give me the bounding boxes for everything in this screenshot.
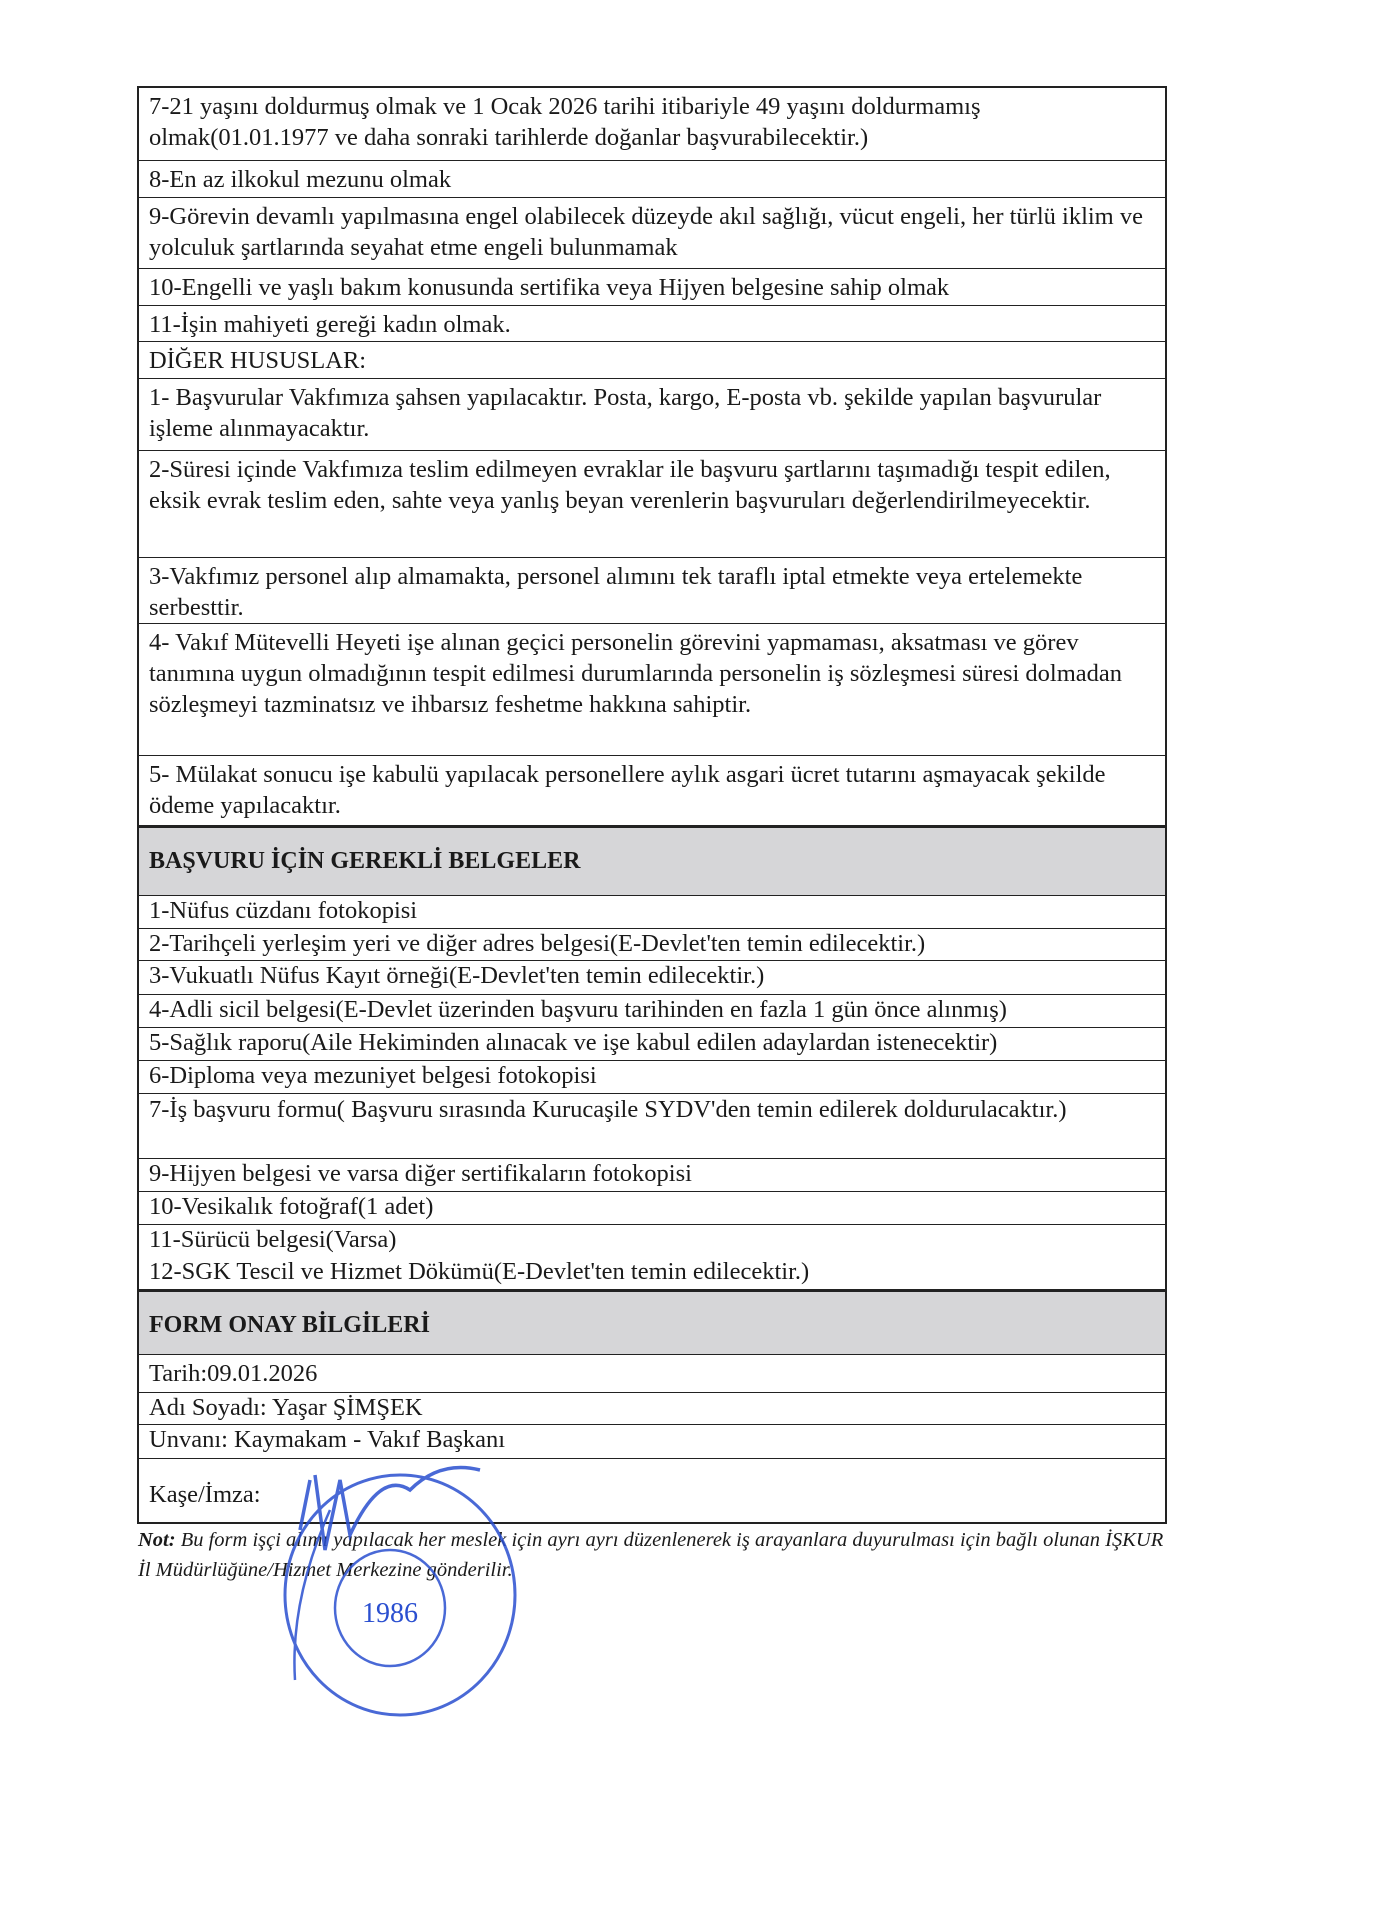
approval-section-header: FORM ONAY BİLGİLERİ (139, 1290, 1165, 1355)
approval-stamp-signature: Kaşe/İmza: (139, 1459, 1165, 1524)
document-row: 12-SGK Tescil ve Hizmet Dökümü(E-Devlet'ten temin edilecektir.) (139, 1257, 1165, 1290)
requirement-row: 9-Görevin devamlı yapılmasına engel olabilecek düzeyde akıl sağlığı, vücut engeli, her türlü iklim ve yolculuk şartlarında seyahat etme engeli bulunmamak (139, 198, 1165, 269)
document-row: 1-Nüfus cüzdanı fotokopisi (139, 896, 1165, 929)
approval-title: Unvanı: Kaymakam - Vakıf Başkanı (139, 1425, 1165, 1459)
other-item-row: 2-Süresi içinde Vakfımıza teslim edilmeyen evraklar ile başvuru şartlarını taşımadığı tespit edilen, eksik evrak teslim eden, sahte veya yanlış beyan verenlerin başvuruları değerlendirilmeyecektir. (139, 451, 1165, 558)
requirement-row: 10-Engelli ve yaşlı bakım konusunda sertifika veya Hijyen belgesine sahip olmak (139, 269, 1165, 306)
document-row: 9-Hijyen belgesi ve varsa diğer sertifikaların fotokopisi (139, 1159, 1165, 1192)
approval-date: Tarih:09.01.2026 (139, 1355, 1165, 1393)
signature-mark (300, 1468, 480, 1551)
requirement-row: 11-İşin mahiyeti gereği kadın olmak. (139, 306, 1165, 342)
documents-section-header: BAŞVURU İÇİN GEREKLİ BELGELER (139, 826, 1165, 896)
document-row: 2-Tarihçeli yerleşim yeri ve diğer adres belgesi(E-Devlet'ten temin edilecektir.) (139, 929, 1165, 961)
document-row: 7-İş başvuru formu( Başvuru sırasında Kurucaşile SYDV'den temin edilerek doldurulacaktır.) (139, 1094, 1165, 1159)
note-text: Bu form işçi alımı yapılacak her meslek için ayrı ayrı düzenlenerek iş arayanlara duyurulması için bağlı olunan İŞKUR İl Müdürlüğüne/Hizmet Merkezine gönderilir. (138, 1529, 1164, 1581)
document-row: 11-Sürücü belgesi(Varsa) (149, 1226, 397, 1253)
document-row: 3-Vukuatlı Nüfus Kayıt örneği(E-Devlet'ten temin edilecektir.) (139, 961, 1165, 995)
approval-name: Adı Soyadı: Yaşar ŞİMŞEK (139, 1393, 1165, 1425)
document-row: 6-Diploma veya mezuniyet belgesi fotokopisi (139, 1061, 1165, 1094)
foundation-stamp-and-signature (270, 1450, 540, 1730)
note-label: Not: (138, 1529, 176, 1551)
document-row: 10-Vesikalık fotoğraf(1 adet) (139, 1192, 1165, 1225)
other-item-row: 5- Mülakat sonucu işe kabulü yapılacak personellere aylık asgari ücret tutarını aşmayacak şekilde ödeme yapılacaktır. (139, 756, 1165, 826)
requirement-row: 7-21 yaşını doldurmuş olmak ve 1 Ocak 2026 tarihi itibariyle 49 yaşını doldurmamış olmak(01.01.1977 ve daha sonraki tarihlerde doğanlar başvurabilecektir.) (139, 88, 1165, 161)
other-item-row: 3-Vakfımız personel alıp almamakta, personel alımını tek taraflı iptal etmekte veya ertelemekte serbesttir. (139, 558, 1165, 624)
other-item-row: 1- Başvurular Vakfımıza şahsen yapılacaktır. Posta, kargo, E-posta vb. şekilde yapılan başvurular işleme alınmayacaktır. (139, 379, 1165, 451)
other-section-title: DİĞER HUSUSLAR: (139, 342, 1165, 379)
stamp-year: 1986 (362, 1598, 418, 1629)
document-row: 4-Adli sicil belgesi(E-Devlet üzerinden başvuru tarihinden en fazla 1 gün önce alınmış) (139, 995, 1165, 1028)
document-row: 5-Sağlık raporu(Aile Hekiminden alınacak ve işe kabul edilen adaylardan istenecektir) (139, 1028, 1165, 1061)
requirement-row: 8-En az ilkokul mezunu olmak (139, 161, 1165, 198)
application-form-table (137, 86, 1167, 1524)
other-item-row: 4- Vakıf Mütevelli Heyeti işe alınan geçici personelin görevini yapmaması, aksatması ve görev tanımına uygun olmadığının tespit edilmesi durumlarında personelin iş sözleşmesi süresi dolmadan sözleşmeyi tazminatsız ve ihbarsız feshetme hakkına sahiptir. (139, 624, 1165, 756)
